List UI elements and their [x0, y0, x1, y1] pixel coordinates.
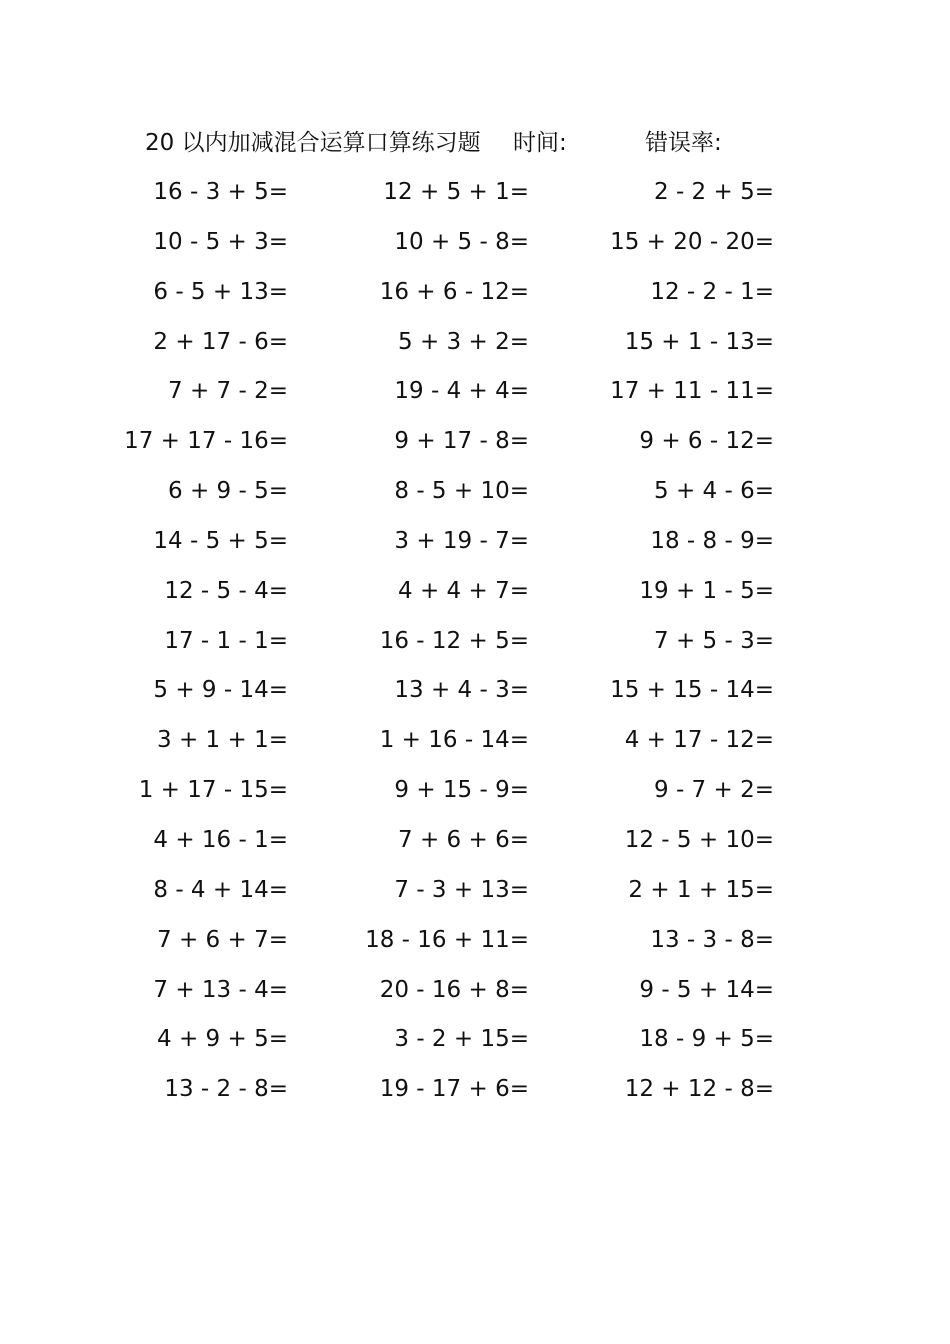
- problem-item: 8 - 5 + 10=: [394, 478, 529, 505]
- problem-item: 14 - 5 + 5=: [153, 527, 288, 554]
- problem-row: [0, 474, 950, 524]
- problem-row: [0, 524, 950, 574]
- problem-row: [0, 823, 950, 873]
- problem-item: 10 + 5 - 8=: [394, 228, 529, 255]
- problem-item: 9 + 6 - 12=: [639, 428, 774, 455]
- problem-item: 7 + 6 + 7=: [157, 926, 288, 953]
- problem-row: [0, 973, 950, 1023]
- problem-row: [0, 225, 950, 275]
- problem-row: [0, 624, 950, 674]
- problem-row: [0, 275, 950, 325]
- problem-item: 12 - 2 - 1=: [650, 278, 774, 305]
- problem-item: 18 - 9 + 5=: [639, 1026, 774, 1053]
- problem-item: 5 + 3 + 2=: [398, 328, 529, 355]
- problem-row: [0, 374, 950, 424]
- problem-item: 16 + 6 - 12=: [379, 278, 529, 305]
- problem-item: 6 + 9 - 5=: [168, 478, 288, 505]
- problem-item: 20 - 16 + 8=: [379, 976, 529, 1003]
- problem-item: 19 - 17 + 6=: [379, 1076, 529, 1103]
- worksheet-title: 20 以内加减混合运算口算练习题: [145, 130, 481, 156]
- problem-item: 17 + 17 - 16=: [124, 428, 288, 455]
- error-rate-label: 错误率:: [645, 130, 722, 156]
- problem-item: 15 + 15 - 14=: [610, 677, 774, 704]
- problem-row: [0, 723, 950, 773]
- problem-item: 3 + 19 - 7=: [394, 527, 529, 554]
- problem-item: 4 + 9 + 5=: [157, 1026, 288, 1053]
- problem-item: 16 - 12 + 5=: [379, 627, 529, 654]
- problem-item: 7 + 7 - 2=: [168, 378, 288, 405]
- problem-item: 12 + 12 - 8=: [624, 1076, 774, 1103]
- problem-row: [0, 773, 950, 823]
- problem-item: 2 + 1 + 15=: [628, 876, 774, 903]
- problem-item: 9 - 5 + 14=: [639, 976, 774, 1003]
- problem-item: 9 + 15 - 9=: [394, 777, 529, 804]
- time-label: 时间:: [513, 130, 567, 156]
- problem-item: 12 - 5 + 10=: [624, 826, 774, 853]
- problem-item: 2 - 2 + 5=: [654, 179, 774, 205]
- problem-item: 17 + 11 - 11=: [610, 378, 774, 405]
- problem-item: 13 - 3 - 8=: [650, 926, 774, 953]
- problem-item: 18 - 8 - 9=: [650, 527, 774, 554]
- problem-row: [0, 673, 950, 723]
- problem-item: 7 + 13 - 4=: [153, 976, 288, 1003]
- problem-item: 4 + 17 - 12=: [624, 727, 774, 754]
- problem-item: 15 + 1 - 13=: [624, 328, 774, 355]
- problem-item: 7 - 3 + 13=: [394, 876, 529, 903]
- problem-grid: [0, 175, 950, 1122]
- problem-item: 12 - 5 - 4=: [164, 577, 288, 604]
- problem-item: 3 + 1 + 1=: [157, 727, 288, 754]
- problem-item: 4 + 16 - 1=: [153, 826, 288, 853]
- problem-item: 4 + 4 + 7=: [398, 577, 529, 604]
- problem-item: 6 - 5 + 13=: [153, 278, 288, 305]
- problem-item: 5 + 9 - 14=: [153, 677, 288, 704]
- problem-item: 1 + 16 - 14=: [379, 727, 529, 754]
- problem-item: 15 + 20 - 20=: [610, 228, 774, 255]
- problem-item: 12 + 5 + 1=: [383, 179, 529, 205]
- problem-row: [0, 325, 950, 375]
- problem-item: 19 - 4 + 4=: [394, 378, 529, 405]
- problem-item: 16 - 3 + 5=: [153, 179, 288, 205]
- problem-item: 17 - 1 - 1=: [164, 627, 288, 654]
- problem-item: 2 + 17 - 6=: [153, 328, 288, 355]
- problem-row: [0, 1072, 950, 1122]
- problem-row: [0, 574, 950, 624]
- problem-item: 18 - 16 + 11=: [365, 926, 529, 953]
- problem-item: 7 + 5 - 3=: [654, 627, 774, 654]
- problem-item: 19 + 1 - 5=: [639, 577, 774, 604]
- problem-item: 3 - 2 + 15=: [394, 1026, 529, 1053]
- problem-item: 1 + 17 - 15=: [138, 777, 288, 804]
- problem-row: [0, 873, 950, 923]
- problem-row: [0, 175, 950, 225]
- problem-row: [0, 923, 950, 973]
- problem-item: 9 + 17 - 8=: [394, 428, 529, 455]
- problem-item: 7 + 6 + 6=: [398, 826, 529, 853]
- problem-item: 13 + 4 - 3=: [394, 677, 529, 704]
- problem-item: 5 + 4 - 6=: [654, 478, 774, 505]
- problem-item: 8 - 4 + 14=: [153, 876, 288, 903]
- problem-item: 9 - 7 + 2=: [654, 777, 774, 804]
- problem-item: 10 - 5 + 3=: [153, 228, 288, 255]
- problem-row: [0, 1022, 950, 1072]
- problem-item: 13 - 2 - 8=: [164, 1076, 288, 1103]
- problem-row: [0, 424, 950, 474]
